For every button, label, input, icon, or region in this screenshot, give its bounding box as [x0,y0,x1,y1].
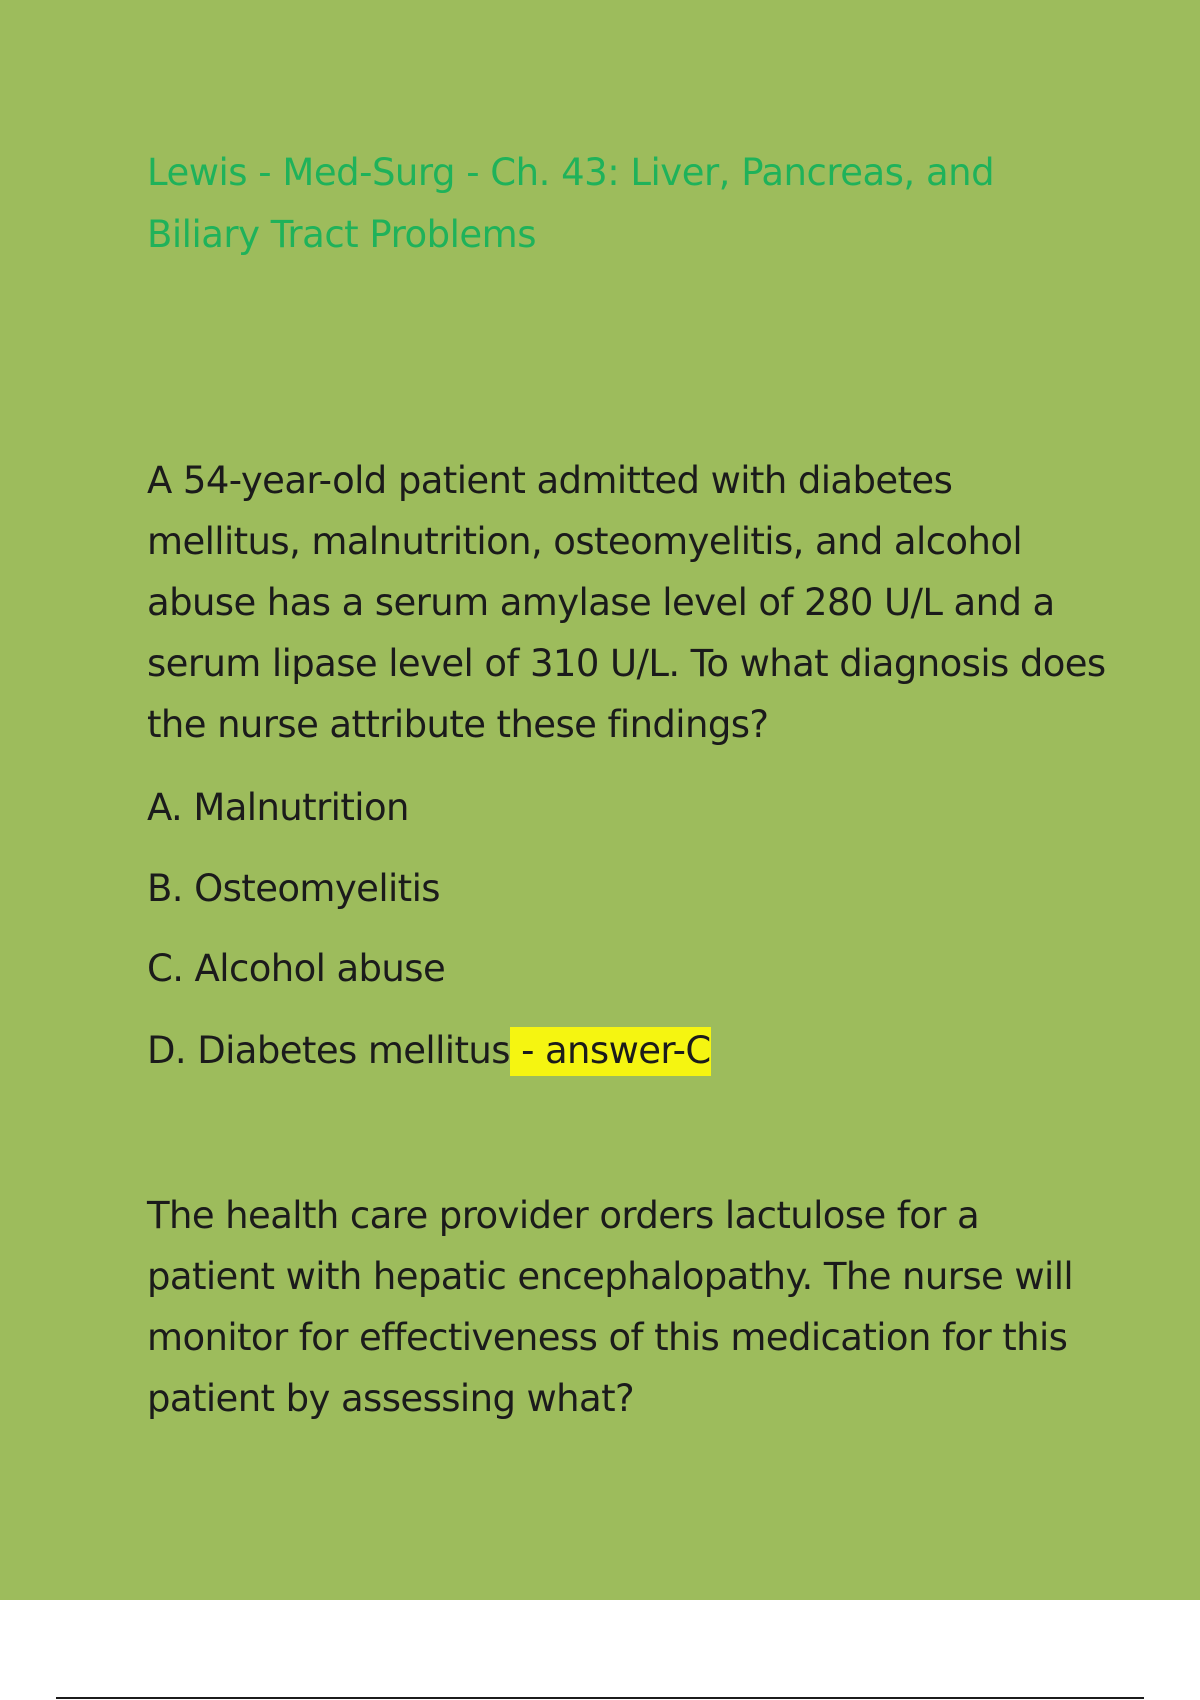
question-1-text: A 54-year-old patient admitted with diabetes mellitus, malnutrition, osteomyelitis, and alcohol abuse has a serum amylase level of 280 U/L and a serum lipase level of 310 U/L. To what diagnosis does the nurse attribute these findings? [147,459,1106,746]
footer-divider [56,1697,1144,1699]
question-1-option-d [147,1026,711,1076]
question-1-option-b: B. Osteomyelitis [147,867,440,910]
document-title: Lewis - Med-Surg - Ch. 43: Liver, Pancreas, and Biliary Tract Problems [147,151,995,256]
question-2-text: The health care provider orders lactulose for a patient with hepatic encephalopathy. The nurse will monitor for effectiveness of this medication for this patient by assessing what? [147,1194,1074,1420]
question-1-option-c: C. Alcohol abuse [147,947,446,990]
answer-highlight: - answer-C [510,1027,711,1076]
question-1-option-a: A. Malnutrition [147,786,409,829]
option-d-label: D. Diabetes mellitus [147,1029,510,1072]
